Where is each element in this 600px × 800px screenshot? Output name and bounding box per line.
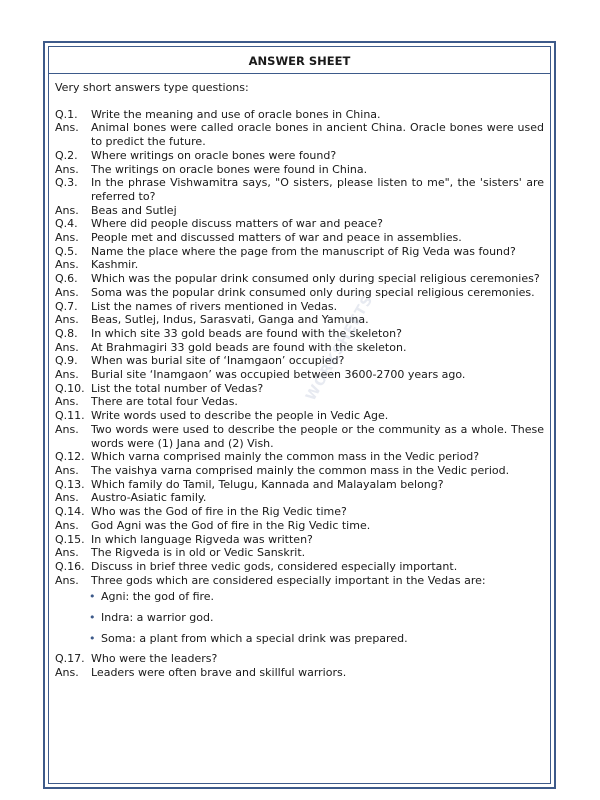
question-row-text: Where did people discuss matters of war and peace? [91, 217, 383, 231]
answer-row [55, 286, 544, 300]
answer-row-label: Ans. [55, 258, 79, 272]
answer-row [55, 395, 544, 409]
answer-row-text: Leaders were often brave and skillful warriors. [91, 666, 347, 680]
answer-row-text: Beas, Sutlej, Indus, Sarasvati, Ganga and Yamuna. [91, 313, 369, 327]
answer-row-text: Two words were used to describe the people or the community as a whole. These words were (1) Jana and (2) Vish. [91, 422, 544, 450]
answer-row-label: Ans. [55, 546, 79, 560]
question-row-text: Who were the leaders? [91, 652, 218, 666]
answer-row-text: God Agni was the God of fire in the Rig Vedic time. [91, 518, 371, 532]
answer-row-text: There are total four Vedas. [91, 395, 238, 409]
answer-row-text: The vaishya varna comprised mainly the common mass in the Vedic period. [91, 463, 510, 477]
answer-row-text: Three gods which are considered especially important in the Vedas are: [91, 573, 486, 587]
question-row-text: List the names of rivers mentioned in Vedas. [91, 299, 338, 313]
answer-row [55, 341, 544, 355]
answer-row-text: The writings on oracle bones were found in China. [91, 162, 368, 176]
question-row [55, 300, 544, 314]
answer-row [55, 163, 544, 177]
answer-row-label: Ans. [55, 491, 79, 505]
question-row [55, 560, 544, 574]
question-row-text: List the total number of Vedas? [91, 381, 264, 395]
question-row-label: Q.17. [55, 652, 85, 666]
question-row [55, 409, 544, 423]
question-row-text: Which was the popular drink consumed only during special religious ceremonies? [91, 272, 540, 286]
answer-row-label: Ans. [55, 285, 79, 299]
gods-bullet-list [55, 590, 544, 645]
question-row-text: Which family do Tamil, Telugu, Kannada and Malayalam belong? [91, 477, 444, 491]
question-row [55, 245, 544, 259]
answer-row-text: Beas and Sutlej [91, 203, 177, 217]
question-row [55, 505, 544, 519]
answer-row-label: Ans. [55, 231, 79, 245]
answer-row-label: Ans. [55, 666, 79, 680]
page-title: ANSWER SHEET [248, 54, 351, 68]
question-row-label: Q.5. [55, 244, 78, 258]
qa-list [55, 108, 544, 588]
question-row [55, 176, 544, 203]
answer-row [55, 258, 544, 272]
question-row-text: In which site 33 gold beads are found with the skeleton? [91, 326, 402, 340]
question-row [55, 533, 544, 547]
question-row-text: In which language Rigveda was written? [91, 532, 313, 546]
bullet-text: Soma: a plant from which a special drink was prepared. [101, 631, 408, 645]
question-row [55, 149, 544, 163]
answer-sheet-border [43, 41, 556, 789]
question-row-text: Name the place where the page from the manuscript of Rig Veda was found? [91, 244, 516, 258]
question-row [55, 272, 544, 286]
answer-row [55, 231, 544, 245]
answer-row-label: Ans. [55, 340, 79, 354]
answer-row-label: Ans. [55, 368, 79, 382]
answer-row [55, 313, 544, 327]
question-row [55, 327, 544, 341]
answer-row [55, 423, 544, 450]
answer-row [55, 491, 544, 505]
bullet-item [55, 590, 544, 604]
question-row-text: Discuss in brief three vedic gods, considered especially important. [91, 559, 458, 573]
bullet-icon: • [89, 631, 96, 645]
bullet-item [55, 611, 544, 625]
answer-row-label: Ans. [55, 422, 79, 436]
answer-row [55, 574, 544, 588]
question-row-label: Q.13. [55, 477, 85, 491]
answer-row-text: Animal bones were called oracle bones in ancient China. Oracle bones were used to predict the future. [91, 121, 544, 149]
answer-row-text: Kashmir. [91, 258, 139, 272]
question-row [55, 652, 544, 666]
answer-row-label: Ans. [55, 121, 79, 135]
answer-row [55, 666, 544, 680]
question-row-label: Q.16. [55, 559, 85, 573]
question-row-label: Q.6. [55, 272, 78, 286]
answer-row-label: Ans. [55, 395, 79, 409]
bullet-item [55, 632, 544, 646]
question-row-text: Write words used to describe the people in Vedic Age. [91, 409, 389, 423]
intro-text: Very short answers type questions: [55, 81, 249, 94]
answer-row-text: Soma was the popular drink consumed only during special religious ceremonies. [91, 285, 535, 299]
question-row-label: Q.8. [55, 326, 78, 340]
question-row-text: Who was the God of fire in the Rig Vedic time? [91, 505, 347, 519]
answer-row [55, 464, 544, 478]
question-row [55, 108, 544, 122]
question-row-text: In the phrase Vishwamitra says, "O sisters, please listen to me", the 'sisters' are referred to? [91, 176, 544, 203]
answer-row-label: Ans. [55, 313, 79, 327]
question-row [55, 354, 544, 368]
answer-row-label: Ans. [55, 518, 79, 532]
question-row-label: Q.12. [55, 450, 85, 464]
answer-row-label: Ans. [55, 463, 79, 477]
question-row-text: Which varna comprised mainly the common mass in the Vedic period? [91, 450, 480, 464]
question-row-label: Q.2. [55, 148, 78, 162]
answer-row-text: At Brahmagiri 33 gold beads are found with the skeleton. [91, 340, 407, 354]
question-row-label: Q.3. [55, 176, 78, 190]
question-row-label: Q.15. [55, 532, 85, 546]
answer-row [55, 519, 544, 533]
answer-row-label: Ans. [55, 203, 79, 217]
answer-row [55, 368, 544, 382]
last-qa [55, 652, 544, 679]
question-row [55, 382, 544, 396]
answer-row-label: Ans. [55, 573, 79, 587]
answer-row [55, 121, 544, 148]
question-row-label: Q.10. [55, 381, 85, 395]
answer-row [55, 546, 544, 560]
bullet-icon: • [89, 590, 96, 604]
question-row-text: When was burial site of ‘Inamgaon’ occupied? [91, 354, 345, 368]
question-row-label: Q.4. [55, 217, 78, 231]
question-row-label: Q.11. [55, 409, 85, 423]
answer-row [55, 204, 544, 218]
title-divider [49, 73, 550, 74]
question-row-label: Q.9. [55, 354, 78, 368]
bullet-text: Indra: a warrior god. [101, 611, 214, 625]
question-row [55, 450, 544, 464]
question-row [55, 217, 544, 231]
bullet-text: Agni: the god of fire. [101, 590, 215, 604]
answer-row-text: People met and discussed matters of war and peace in assemblies. [91, 231, 462, 245]
question-row [55, 478, 544, 492]
inner-border [48, 46, 551, 784]
answer-row-text: The Rigveda is in old or Vedic Sanskrit. [91, 546, 306, 560]
answer-row-text: Austro-Asiatic family. [91, 491, 207, 505]
content-area [55, 81, 544, 680]
answer-row-label: Ans. [55, 162, 79, 176]
question-row-label: Q.7. [55, 299, 78, 313]
question-row-label: Q.1. [55, 107, 78, 121]
question-row-text: Write the meaning and use of oracle bones in China. [91, 107, 381, 121]
watermark: WORKSHEETS [302, 292, 377, 404]
bullet-icon: • [89, 611, 96, 625]
question-row-text: Where writings on oracle bones were found? [91, 148, 337, 162]
question-row-label: Q.14. [55, 505, 85, 519]
answer-row-text: Burial site ‘Inamgaon’ was occupied between 3600-2700 years ago. [91, 368, 466, 382]
